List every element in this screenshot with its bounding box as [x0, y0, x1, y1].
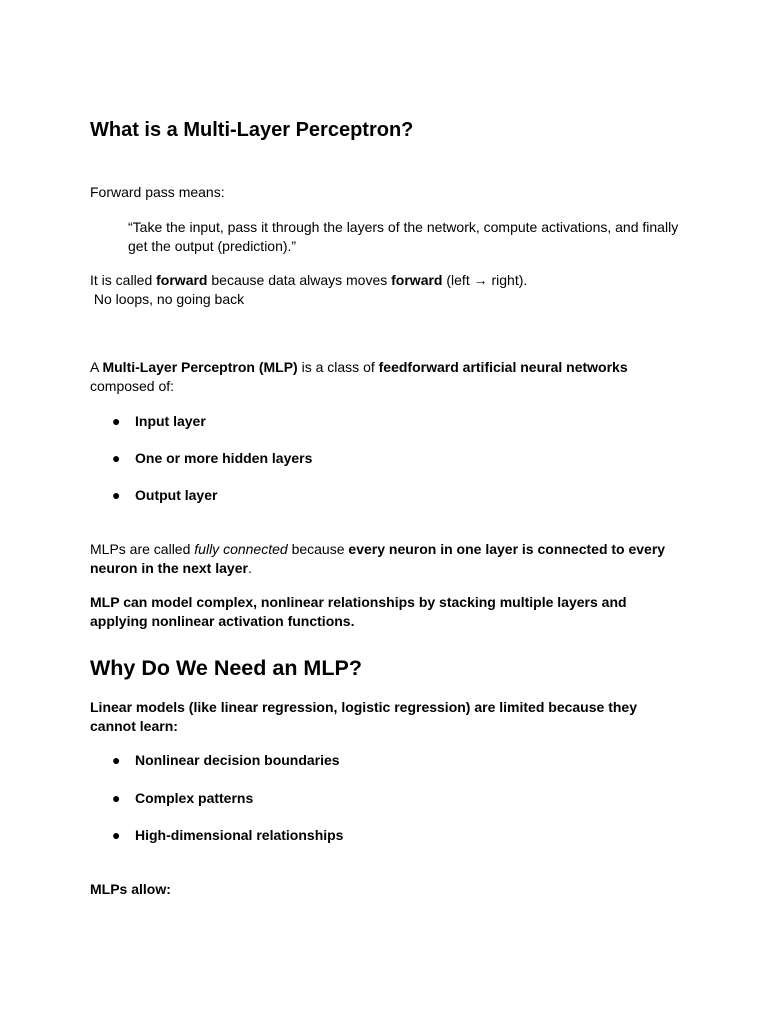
text-run: because: [287, 541, 349, 557]
bullet-icon: ●: [112, 450, 121, 466]
list-item-label: Complex patterns: [135, 790, 254, 806]
text-run: .: [247, 559, 252, 576]
text-run: A: [90, 359, 103, 375]
list-item-hidden-layers: [112, 449, 312, 467]
text-run: MLPs are called: [90, 541, 195, 557]
text-run: is a class of: [297, 359, 379, 375]
list-item-label: One or more hidden layers: [135, 450, 313, 466]
forward-pass-intro: Forward pass means:: [90, 184, 225, 200]
list-item-label: Nonlinear decision boundaries: [135, 752, 340, 768]
fully-connected-paragraph: [90, 540, 670, 577]
text-run: composed of:: [90, 377, 175, 394]
text-run: because data always moves: [207, 272, 392, 288]
text-run: (left → right).: [442, 272, 528, 288]
list-item-high-dimensional: [112, 826, 343, 844]
heading-what-is-mlp: What is a Multi-Layer Perceptron?: [90, 119, 414, 141]
forward-pass-quote: “Take the input, pass it through the layers of the network, compute activations, and finally get the output (prediction).”: [128, 219, 679, 254]
list-item-label: Output layer: [135, 487, 218, 503]
mlp-definition-paragraph: [90, 358, 680, 395]
linear-models-paragraph: Linear models (like linear regression, logistic regression) are limited because they cannot learn:: [90, 699, 637, 734]
italic-fully-connected: fully connected: [194, 541, 288, 557]
text-run: It is called: [90, 272, 157, 288]
list-item-label: Input layer: [135, 413, 206, 429]
bold-feedforward-term: feedforward artificial neural networks: [378, 359, 628, 375]
bullet-icon: ●: [112, 827, 121, 843]
bullet-icon: ●: [112, 487, 121, 503]
list-item-output-layer: [112, 486, 217, 504]
list-item-input-layer: [112, 412, 206, 430]
forward-direction-paragraph: [90, 271, 680, 308]
mlps-allow-label: MLPs allow:: [90, 881, 171, 897]
complex-relationships-paragraph: MLP can model complex, nonlinear relationships by stacking multiple layers and applying nonlinear activation functions.: [90, 594, 627, 629]
bullet-icon: ●: [112, 790, 121, 806]
list-item-nonlinear-boundaries: [112, 751, 340, 769]
bold-every-neuron: every neuron in one layer is connected to every neuron in the next layer: [90, 541, 666, 576]
bullet-icon: ●: [112, 413, 121, 429]
bullet-icon: ●: [112, 752, 121, 768]
heading-why-mlp: Why Do We Need an MLP?: [90, 656, 362, 680]
bold-forward: forward: [156, 272, 208, 288]
bold-mlp-term: Multi-Layer Perceptron (MLP): [102, 359, 298, 375]
list-item-complex-patterns: [112, 789, 253, 807]
list-item-label: High-dimensional relationships: [135, 827, 344, 843]
bold-forward: forward: [391, 272, 443, 288]
no-loops-line: No loops, no going back: [90, 290, 245, 307]
